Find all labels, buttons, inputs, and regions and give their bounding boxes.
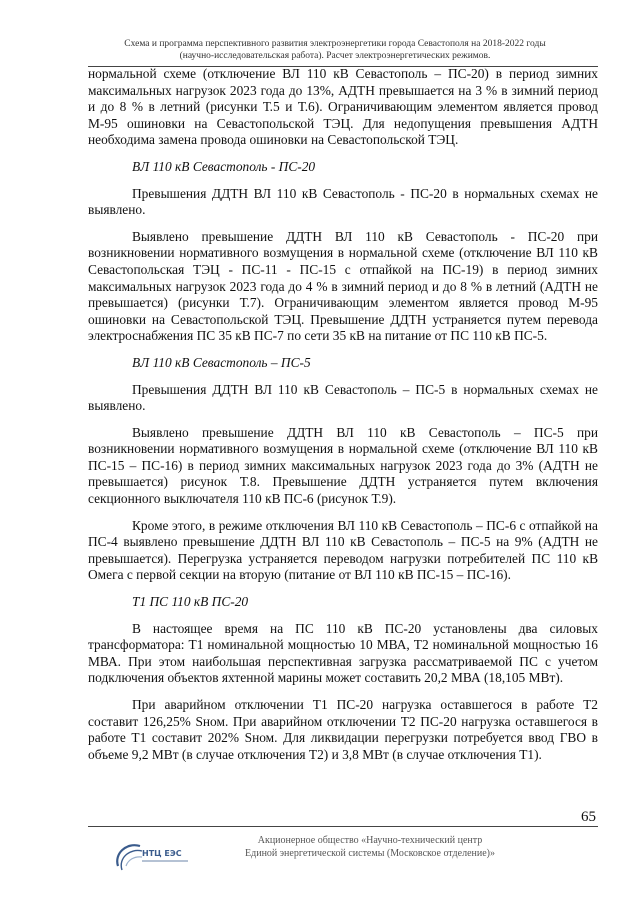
paragraph-3: Выявлено превышение ДДТН ВЛ 110 кВ Севастополь - ПС-20 при возникновении нормативного возмущения в нормальной схеме (отключение ВЛ 110 кВ Севастопольская ТЭЦ - ПС-11 - ПС-15 с отпайкой на ПС-19) в период зимних максимальных нагрузок 2023 года до 4 % в зимний период и до 8 % в летний (АДТН не превышается) (рисунки Т.7). Ограничивающим элементом является провод М-95 ошиновки на Севастопольской ТЭЦ. Превышение ДДТН устраняется путем перевода электроснабжения ПС 35 кВ ПС-7 по сети 35 кВ на питание от ПС 110 кВ ПС-5. <box>88 228 598 344</box>
subheading-vl-sevastopol-ps20: ВЛ 110 кВ Севастополь - ПС-20 <box>132 158 316 174</box>
ntc-ees-logo <box>112 836 192 876</box>
paragraph-2: Превышения ДДТН ВЛ 110 кВ Севастополь - ПС-20 в нормальных схемах не выявлено. <box>88 185 598 218</box>
paragraph-4: Превышения ДДТН ВЛ 110 кВ Севастополь – ПС-5 в нормальных схемах не выявлено. <box>88 381 598 414</box>
header-line-1: Схема и программа перспективного развития электроэнергетики города Севастополя на 2018-2022 годы <box>124 39 546 49</box>
running-header <box>95 38 575 62</box>
paragraph-7: В настоящее время на ПС 110 кВ ПС-20 установлены два силовых трансформатора: Т1 номинальной мощностью 10 МВА, Т2 номинальной мощностью 16 МВА. При этом наибольшая перспективная загрузка рассматриваемой ПС с учетом подключения объектов яхтенной марины может составить 20,2 МВА (18,105 МВт). <box>88 620 598 686</box>
footer-line-1: Акционерное общество «Научно-технический центр <box>257 835 483 846</box>
paragraph-5: Выявлено превышение ДДТН ВЛ 110 кВ Севастополь – ПС-5 при возникновении нормативного возмущения в нормальной схеме (отключение ВЛ 110 кВ ПС-15 – ПС-16) в период зимних максимальных нагрузок 2023 года до 3% (АДТН не превышается) рисунок Т.8. Превышение ДДТН устраняется путем включения секционного выключателя 110 кВ ПС-6 (рисунок Т.9). <box>88 424 598 507</box>
header-line-2: (научно-исследовательская работа). Расчет электроэнергетических режимов. <box>179 51 491 61</box>
page-number: 65 <box>581 809 596 825</box>
subheading-vl-sevastopol-ps5: ВЛ 110 кВ Севастополь – ПС-5 <box>132 354 311 370</box>
logo-text: НТЦ ЕЭС <box>142 849 182 858</box>
paragraph-8: При аварийном отключении Т1 ПС-20 нагрузка оставшегося в работе Т2 составит 126,25% Sном. При аварийном отключении Т2 ПС-20 нагрузка оставшегося в работе Т1 составит 202% Sном. Для ликвидации перегрузки потребуется ввод ГВО в объеме 9,2 МВт (в случае отключения Т2) и 3,8 МВт (в случае отключения Т1). <box>88 697 598 762</box>
logo-swirl-icon <box>117 845 142 870</box>
footer-line-2: Единой энергетической системы (Московское отделение)» <box>245 848 495 859</box>
running-footer <box>200 834 540 860</box>
paragraph-1: нормальной схеме (отключение ВЛ 110 кВ Севастополь – ПС-20) в период зимних максимальных нагрузок 2023 года до 13%, АДТН превышается на 3 % в зимний период и до 8 % в летний (рисунки Т.5 и Т.6). Ограничивающим элементом является провод М-95 ошиновки на Севастопольской ТЭЦ. Для недопущения превышения АДТН необходима замена провода ошиновки на Севастопольской ТЭЦ. <box>88 66 598 148</box>
subheading-t1-ps20: Т1 ПС 110 кВ ПС-20 <box>132 594 249 610</box>
footer-rule <box>88 826 598 827</box>
page-body <box>88 66 598 763</box>
paragraph-6: Кроме этого, в режиме отключения ВЛ 110 кВ Севастополь – ПС-6 с отпайкой на ПС-4 выявлено превышение ДДТН ВЛ 110 кВ Севастополь – ПС-5 на 9% (АДТН не превышается). Перегрузка устраняется переводом нагрузки потребителей ПС 110 кВ Омега с первой секции на вторую (питание от ВЛ 110 кВ ПС-15 – ПС-16). <box>88 517 598 583</box>
